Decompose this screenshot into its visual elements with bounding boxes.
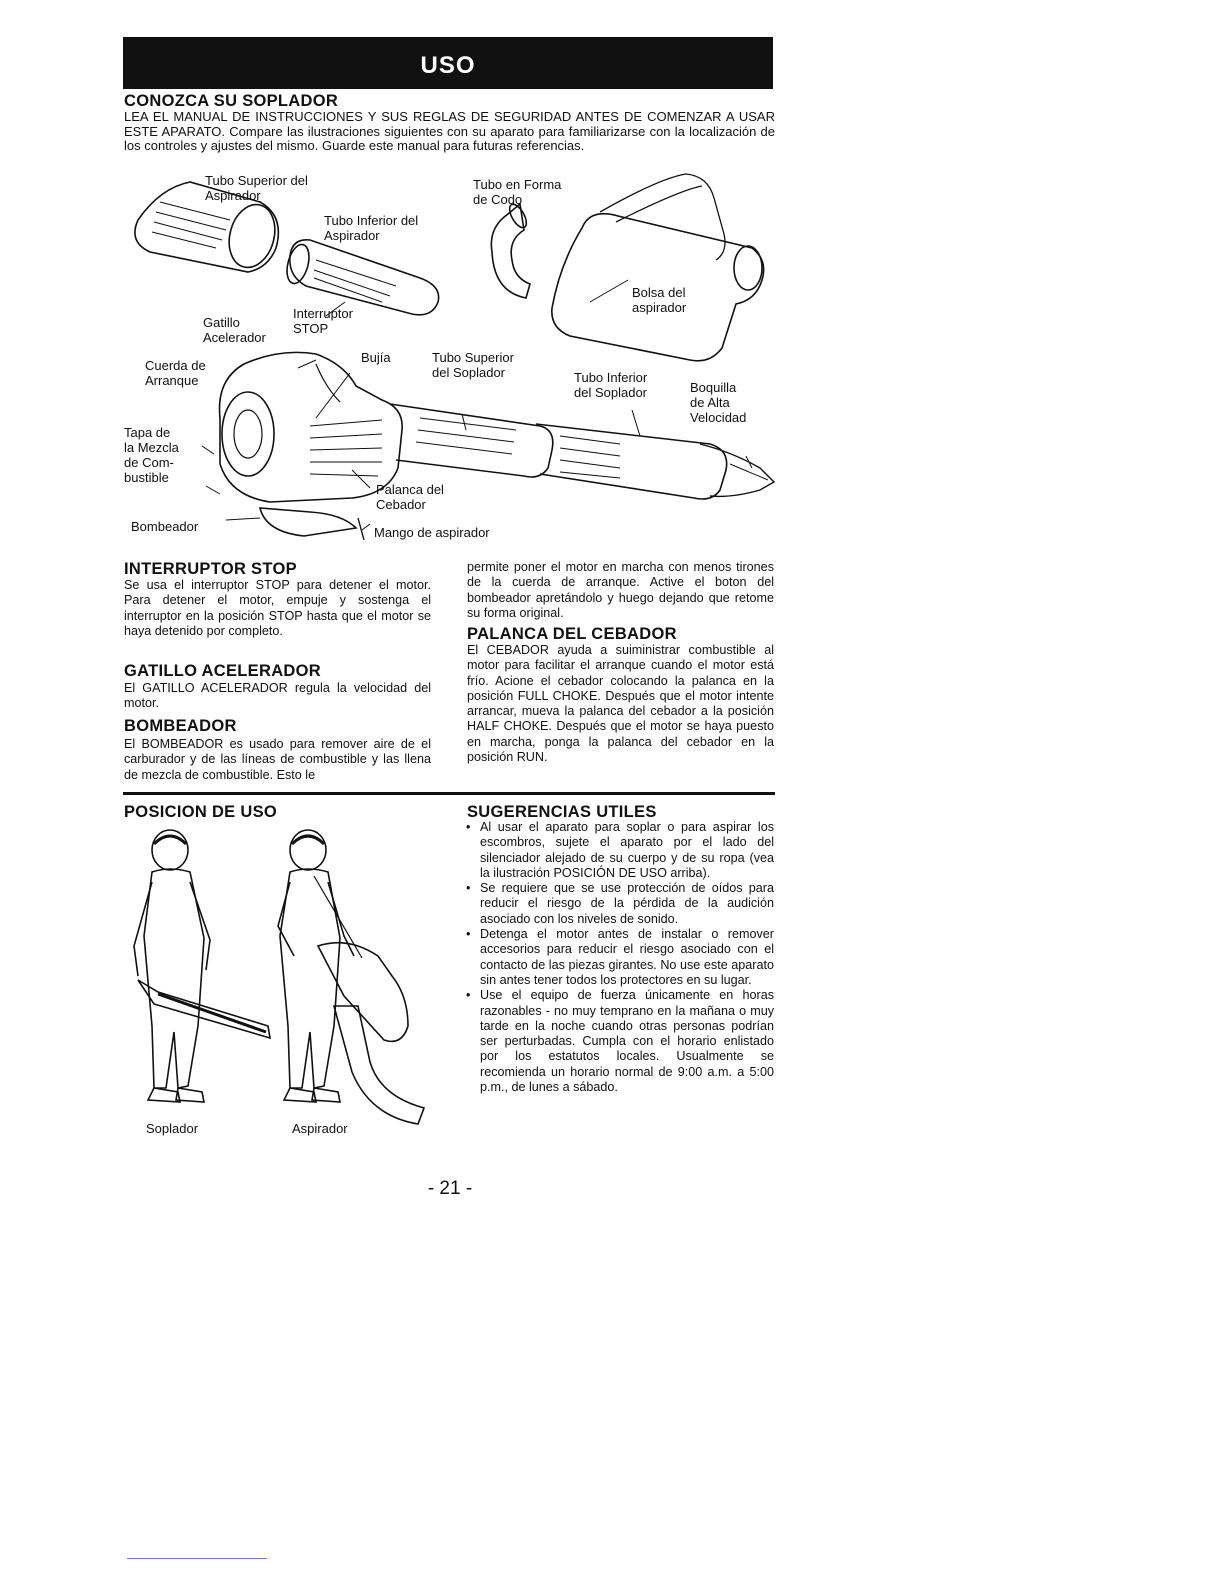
label-choke-lever: Palanca del Cebador: [376, 482, 444, 512]
label-high-speed-nozzle: Boquilla de Alta Velocidad: [690, 380, 747, 425]
blower-lower-tube-illustration: [536, 424, 774, 499]
label-elbow-tube: Tubo en Forma de Codo: [473, 177, 562, 207]
label-fuel-cap: Tapa de la Mezcla de Com- bustible: [124, 425, 179, 485]
operating-position-illustration: [118, 826, 438, 1126]
intro-heading: CONOZCA SU SOPLADOR: [124, 92, 339, 110]
tip-item: • Detenga el motor antes de instalar o remover accesorios para reducir el riesgo asociado con el contacto de las piezas girantes. No use este aparato sin antes tener todos los protectores en su lugar.: [462, 927, 774, 988]
vacuum-lower-tube-illustration: [283, 240, 438, 315]
label-starter-rope: Cuerda de Arranque: [145, 358, 206, 388]
label-throttle-trigger: Gatillo Acelerador: [203, 315, 266, 345]
label-vacuum-bag: Bolsa del aspirador: [632, 285, 687, 315]
label-blower-lower-tube: Tubo Inferior del Soplador: [574, 370, 648, 400]
throttle-heading: GATILLO ACELERADOR: [124, 662, 321, 680]
label-blower-upper-tube: Tubo Superior del Soplador: [432, 350, 514, 380]
operator-vacuum-figure: [278, 830, 424, 1124]
page-number: - 21 -: [427, 1178, 473, 1199]
section-banner: USO: [123, 37, 773, 89]
primer-text: El BOMBEADOR es usado para remover aire de el carburador y de las líneas de combustible y las llena de mezcla de combustible. Esto le: [124, 737, 431, 782]
vacuum-bag-illustration: [552, 174, 764, 361]
label-vacuum-lower-tube: Tubo Inferior del Aspirador: [324, 213, 419, 243]
stop-switch-heading: INTERRUPTOR STOP: [124, 560, 297, 578]
intro-text: LEA EL MANUAL DE INSTRUCCIONES Y SUS REGLAS DE SEGURIDAD ANTES DE COMENZAR A USAR ESTE APARATO. Compare las ilustraciones siguientes con su aparato para familiarizarse con la localización de los controles y ajustes del mismo. Guarde este manual para futuras referencias.: [124, 109, 775, 153]
caption-vacuum: Aspirador: [292, 1121, 348, 1136]
tips-list: [462, 820, 774, 1095]
caption-blower: Soplador: [146, 1121, 199, 1136]
primer-text-continued: permite poner el motor en marcha con menos tirones de la cuerda de arranque. Active el boton del bombeador apretándolo y huego dejando que retome su forma original.: [467, 560, 774, 620]
tip-item: • Use el equipo de fuerza únicamente en horas razonables - no muy temprano en la mañana o muy tarde en la noche cuando otras personas podrían ser perturbadas. Cumpla con el horario enlistado por los estatutos locales. Usualmente se recomienda un horario normal de 9:00 a.m. a 5:00 p.m., de lunes a sábado.: [462, 988, 774, 1095]
choke-heading: PALANCA DEL CEBADOR: [467, 625, 677, 643]
throttle-text: El GATILLO ACELERADOR regula la velocidad del motor.: [124, 681, 431, 711]
label-vacuum-handle: Mango de aspirador: [374, 525, 490, 540]
primer-heading: BOMBEADOR: [124, 717, 237, 735]
tip-item: • Se requiere que se use protección de oídos para reducir el riesgo de la pérdida de la audición asociado con los niveles de sonido.: [462, 881, 774, 927]
operating-position-heading: POSICION DE USO: [124, 803, 278, 821]
footer-line: [127, 1558, 267, 1559]
choke-text: El CEBADOR ayuda a suiministrar combustible al motor para facilitar el arranque cuando el motor está frío. Acione el cebador colocando la palanca en la posición FULL CHOKE. Después que el motor intente arrancar, mueva la palanca del cebador a la posición HALF CHOKE. Después que el motor se haya puesto en marcha, ponga la palanca del cebador en la posición RUN.: [467, 643, 774, 765]
label-vacuum-upper-tube: Tubo Superior del Aspirador: [205, 173, 308, 203]
stop-switch-text: Se usa el interruptor STOP para detener el motor. Para detener el motor, empuje y sostenga el interruptor en la posición STOP hasta que el motor se haya detenido por completo.: [124, 578, 431, 638]
tip-item: • Al usar el aparato para soplar o para aspirar los escombros, sujete el aparato por el lado del silenciador alejado de su cuerpo y de su ropa (vea la ilustración POSICIÓN DE USO arriba).: [462, 820, 774, 881]
blower-upper-tube-illustration: [390, 404, 553, 477]
section-divider: [123, 792, 775, 795]
label-primer-bulb: Bombeador: [131, 519, 199, 534]
label-stop-switch: Interruptor STOP: [293, 306, 353, 336]
tips-heading: SUGERENCIAS UTILES: [467, 803, 657, 821]
label-spark-plug: Bujía: [361, 350, 391, 365]
elbow-tube-illustration: [491, 202, 530, 298]
callout-leaders: [202, 280, 752, 530]
blower-body-illustration: [220, 352, 403, 540]
operator-blower-figure: [134, 830, 270, 1102]
